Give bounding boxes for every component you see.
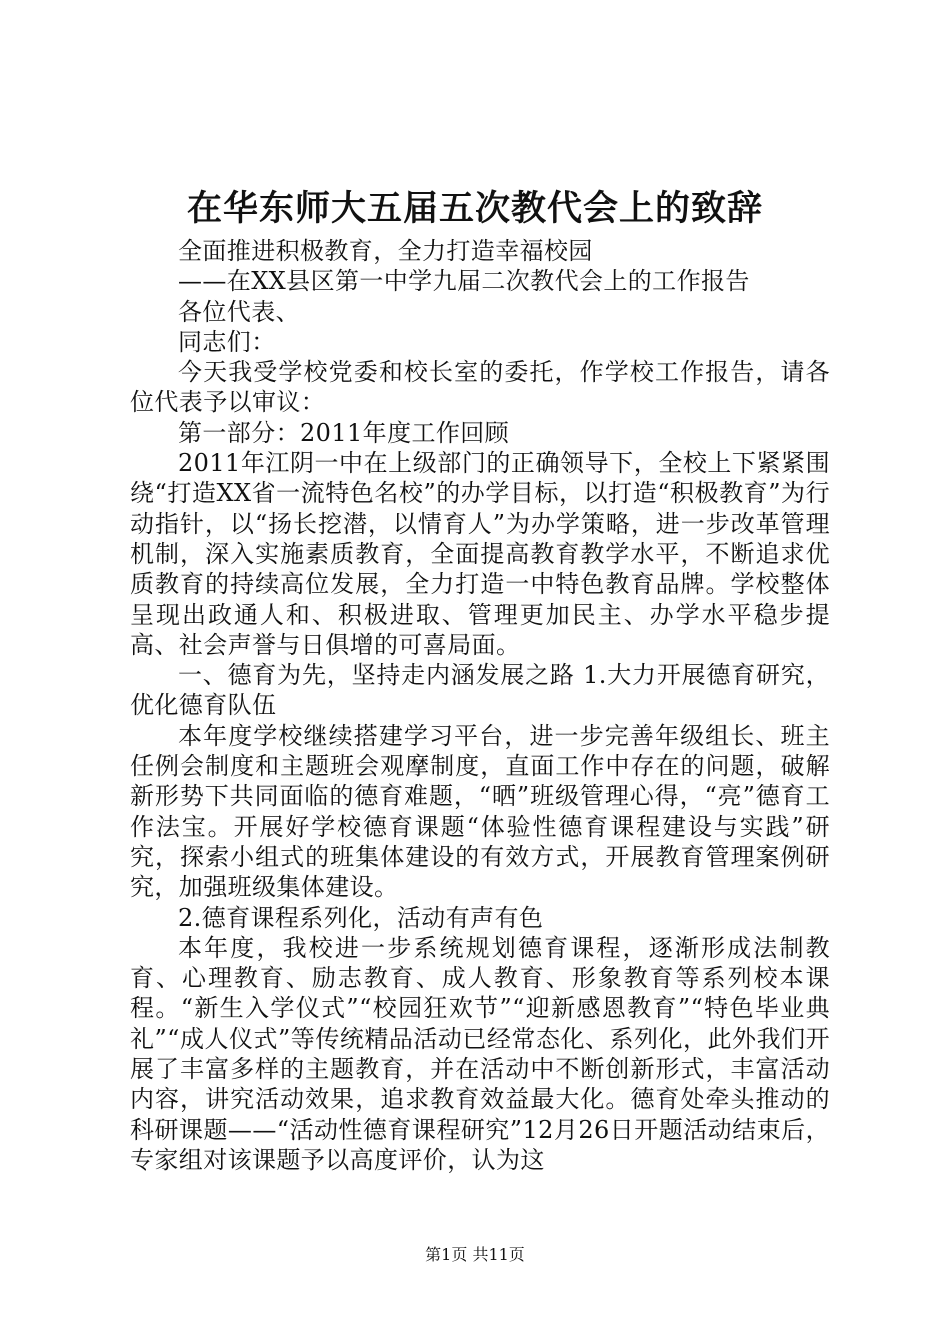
report-subheading: ——在XX县区第一中学九届二次教代会上的工作报告	[178, 267, 750, 296]
document-body	[130, 236, 830, 1175]
section-heading-moral-education: 一、德育为先，坚持走内涵发展之路 1.大力开展德育研究，优化德育队伍	[130, 661, 830, 720]
subsection-heading-curriculum: 2.德育课程系列化，活动有声有色	[178, 903, 544, 932]
salutation-line-2: 同志们：	[178, 327, 276, 356]
intro-paragraph: 今天我受学校党委和校长室的委托，作学校工作报告，请各位代表予以审议：	[130, 358, 830, 417]
moral-research-paragraph: 本年度学校继续搭建学习平台，进一步完善年级组长、班主任例会制度和主题班会观摩制度，直面工作中存在的问题，破解新形势下共同面临的德育难题，“晒”班级管理心得，“亮”德育工作法宝。开展好学校德育课题“体验性德育课程建设与实践”研究，探索小组式的班集体建设的有效方式，开展教育管理案例研究，加强班级集体建设。	[130, 721, 830, 902]
report-heading: 全面推进积极教育，全力打造幸福校园	[178, 237, 593, 265]
curriculum-paragraph: 本年度，我校进一步系统规划德育课程，逐渐形成法制教育、心理教育、励志教育、成人教育、形象教育等系列校本课程。“新生入学仪式”“校园狂欢节”“迎新感恩教育”“特色毕业典礼”“成人仪式”等传统精品活动已经常态化、系列化，此外我们开展了丰富多样的主题教育，并在活动中不断创新形式，丰富活动内容，讲究活动效果，追求教育效益最大化。德育处牵头推动的科研课题——“活动性德育课程研究”12月26日开题活动结束后，专家组对该课题予以高度评价，认为这	[130, 933, 830, 1174]
review-paragraph: 2011年江阴一中在上级部门的正确领导下，全校上下紧紧围绕“打造XX省一流特色名校”的办学目标，以打造“积极教育”为行动指针，以“扬长挖潜，以情育人”为办学策略，进一步改革管理机制，深入实施素质教育，全面提高教育教学水平，不断追求优质教育的持续高位发展，全力打造一中特色教育品牌。学校整体呈现出政通人和、积极进取、管理更加民主、办学水平稳步提高、社会声誉与日俱增的可喜局面。	[130, 449, 830, 659]
salutation-line-1: 各位代表、	[178, 297, 300, 326]
section-heading-part-one: 第一部分：2011年度工作回顾	[178, 418, 510, 447]
page-number-footer: 第1页 共11页	[425, 1245, 525, 1264]
document-title: 在华东师大五届五次教代会上的致辞	[186, 188, 763, 229]
